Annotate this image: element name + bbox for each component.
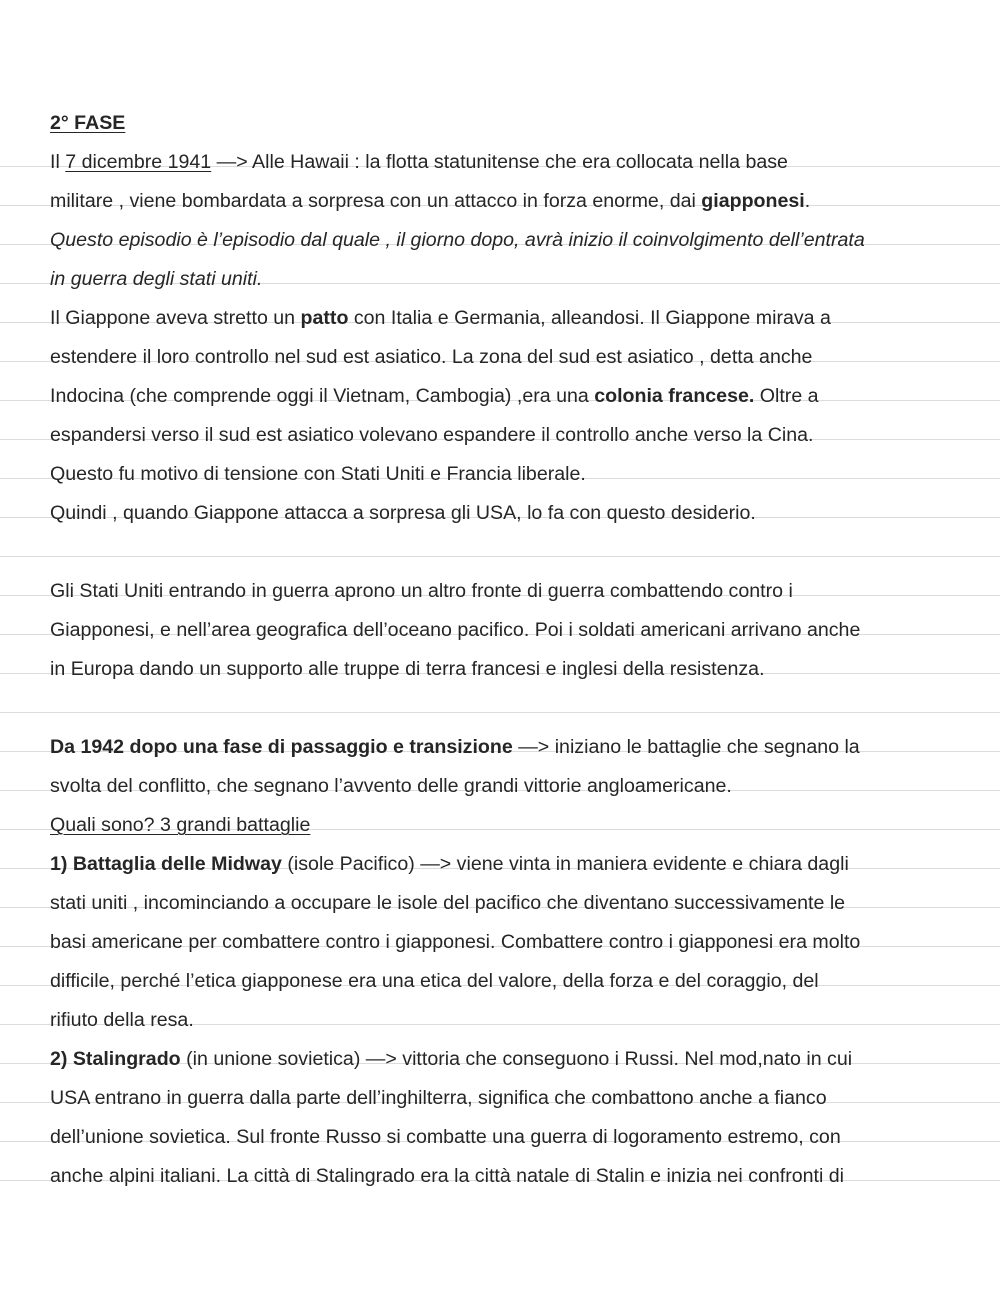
text-line: Il Giappone aveva stretto un patto con Italia e Germania, alleandosi. Il Giappone mirava a: [50, 307, 831, 329]
subheading-underlined: Quali sono? 3 grandi battaglie: [50, 814, 311, 836]
document-body: [50, 104, 965, 1196]
text-line: Da 1942 dopo una fase di passaggio e transizione —> iniziano le battaglie che segnano la: [50, 736, 860, 758]
text-line: USA entrano in guerra dalla parte dell’inghilterra, significa che combattono anche a fianco: [50, 1087, 827, 1109]
battle-1-line: 1) Battaglia delle Midway (isole Pacifico) —> viene vinta in maniera evidente e chiara dagli: [50, 853, 849, 875]
text-line: Quindi , quando Giappone attacca a sorpresa gli USA, lo fa con questo desiderio.: [50, 502, 756, 524]
text-line: basi americane per combattere contro i giapponesi. Combattere contro i giapponesi era molto: [50, 931, 861, 953]
text-line: stati uniti , incominciando a occupare le isole del pacifico che diventano successivamente le: [50, 892, 846, 914]
text-line: anche alpini italiani. La città di Stalingrado era la città natale di Stalin e inizia nei confronti di: [50, 1165, 845, 1187]
battle-2-line: 2) Stalingrado (in unione sovietica) —> vittoria che conseguono i Russi. Nel mod,nato in cui: [50, 1048, 853, 1070]
text-line: estendere il loro controllo nel sud est asiatico. La zona del sud est asiatico , detta anche: [50, 346, 813, 368]
text-line: dell’unione sovietica. Sul fronte Russo si combatte una guerra di logoramento estremo, con: [50, 1126, 841, 1148]
blank-line: [50, 533, 965, 572]
italic-line: in guerra degli stati uniti.: [50, 268, 263, 290]
text-line: militare , viene bombardata a sorpresa con un attacco in forza enorme, dai giapponesi.: [50, 190, 811, 212]
text-line: rifiuto della resa.: [50, 1009, 194, 1031]
text-line: Gli Stati Uniti entrando in guerra aprono un altro fronte di guerra combattendo contro i: [50, 580, 793, 602]
text-line: Questo fu motivo di tensione con Stati Uniti e Francia liberale.: [50, 463, 586, 485]
section-heading: 2° FASE: [50, 112, 126, 134]
text-line: difficile, perché l’etica giapponese era una etica del valore, della forza e del coraggio, del: [50, 970, 819, 992]
text-line: Il 7 dicembre 1941 —> Alle Hawaii : la flotta statunitense che era collocata nella base: [50, 151, 788, 173]
italic-line: Questo episodio è l’episodio dal quale , il giorno dopo, avrà inizio il coinvolgimento dell’entrata: [50, 229, 865, 251]
text-line: Giapponesi, e nell’area geografica dell’oceano pacifico. Poi i soldati americani arrivano anche: [50, 619, 861, 641]
text-line: Indocina (che comprende oggi il Vietnam, Cambogia) ,era una colonia francese. Oltre a: [50, 385, 819, 407]
blank-line: [50, 689, 965, 728]
text-line: espandersi verso il sud est asiatico volevano espandere il controllo anche verso la Cina.: [50, 424, 814, 446]
date-underlined: 7 dicembre 1941: [65, 151, 212, 173]
text-line: svolta del conflitto, che segnano l’avvento delle grandi vittorie angloamericane.: [50, 775, 732, 797]
text-line: in Europa dando un supporto alle truppe di terra francesi e inglesi della resistenza.: [50, 658, 765, 680]
